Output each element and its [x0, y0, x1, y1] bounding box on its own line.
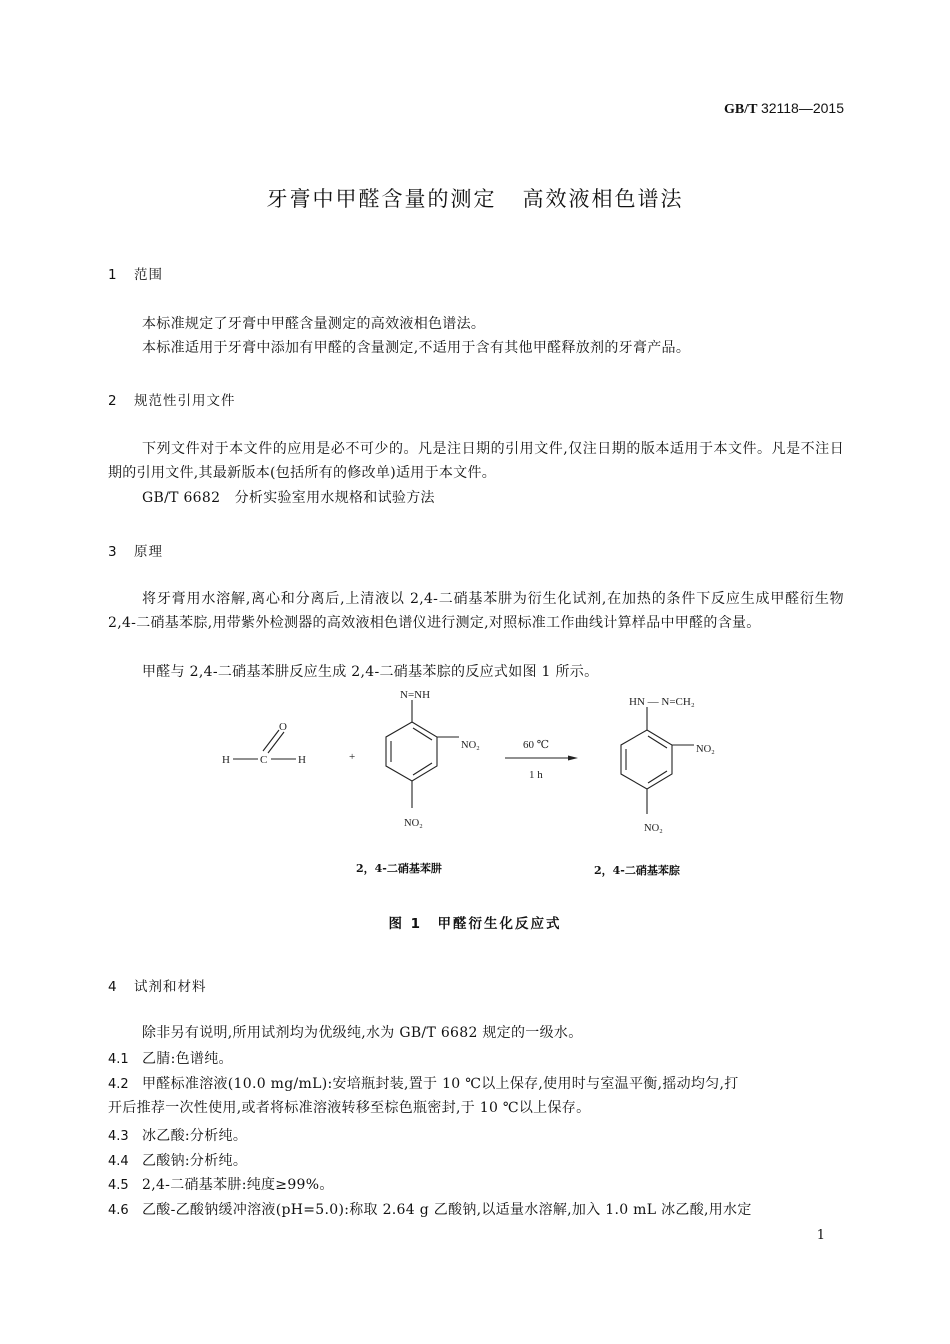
- section-1-heading: 1 范围: [108, 267, 163, 283]
- section-4-intro: 除非另有说明,所用试剂均为优级纯,水为 GB/T 6682 规定的一级水。: [142, 1025, 583, 1041]
- formaldehyde-h-left: H: [222, 754, 230, 766]
- section-3-para-1: 将牙膏用水溶解,离心和分离后,上清液以 2,4-二硝基苯肼为衍生化试剂,在加热的条件下反应生成甲醛衍生物 2,4-二硝基苯腙,用带紫外检测器的高效液相色谱仪进行测定,对照标准工作曲线计算样品中甲醛的含量。: [108, 591, 844, 631]
- section-2-para-1: 下列文件对于本文件的应用是必不可少的。凡是注日期的引用文件,仅注日期的版本适用于本文件。凡是不注日期的引用文件,其最新版本(包括所有的修改单)适用于本文件。: [108, 441, 844, 481]
- item-4-6: 4.6 乙酸-乙酸钠缓冲溶液(pH=5.0):称取 2.64 g 乙酸钠,以适量水溶解,加入 1.0 mL 冰乙酸,用水定: [108, 1202, 752, 1218]
- reaction-scheme-figure: [0, 680, 950, 880]
- product-bottom-nitro: NO₂: [644, 823, 663, 834]
- reagent-side-nitro: NO₂: [461, 740, 480, 751]
- reagent-bottom-nitro: NO₂: [404, 818, 423, 829]
- figure-caption: 图 1 甲醛衍生化反应式: [388, 916, 562, 932]
- item-4-3: 4.3 冰乙酸:分析纯。: [108, 1128, 248, 1144]
- formaldehyde-o: O: [279, 721, 287, 733]
- plus-sign: +: [349, 751, 356, 763]
- item-4-4: 4.4 乙酸钠:分析纯。: [108, 1153, 248, 1169]
- standard-prefix: GB/T: [723, 102, 758, 117]
- reagent-label: 2，4-二硝基苯肼: [356, 862, 442, 875]
- item-4-5: 4.5 2,4-二硝基苯肼:纯度≥99%。: [108, 1177, 334, 1193]
- reagent-top-group: N=NH: [400, 689, 431, 701]
- section-1-para-1: 本标准规定了牙膏中甲醛含量测定的高效液相色谱法。: [142, 316, 486, 332]
- product-top-group: HN — N=CH₂: [629, 696, 695, 708]
- page-number: 1: [816, 1228, 825, 1243]
- title-part1: 牙膏中甲醛含量的测定: [266, 187, 497, 211]
- reaction-time: 1 h: [529, 769, 543, 781]
- item-4-1: 4.1 乙腈:色谱纯。: [108, 1051, 233, 1067]
- section-4-heading: 4 试剂和材料: [108, 979, 207, 995]
- section-3-para-2: 甲醛与 2,4-二硝基苯肼反应生成 2,4-二硝基苯腙的反应式如图 1 所示。: [142, 664, 599, 680]
- formaldehyde-c: C: [260, 754, 268, 766]
- section-3-heading: 3 原理: [108, 544, 163, 560]
- reaction-temperature: 60 ℃: [523, 739, 550, 751]
- product-label: 2，4-二硝基苯腙: [594, 864, 680, 877]
- standard-number: [724, 100, 844, 118]
- title-part2: 高效液相色谱法: [522, 187, 684, 211]
- formaldehyde-h-right: H: [298, 754, 306, 766]
- section-2-heading: 2 规范性引用文件: [108, 393, 236, 409]
- reagent-benzene-ring: [386, 700, 459, 808]
- item-4-2-continuation: 开后推荐一次性使用,或者将标准溶液转移至棕色瓶密封,于 10 ℃以上保存。: [108, 1100, 591, 1116]
- reaction-arrow: [505, 756, 578, 761]
- product-side-nitro: NO₂: [696, 744, 715, 755]
- item-4-2: 4.2 甲醛标准溶液(10.0 mg/mL):安培瓶封装,置于 10 ℃以上保存,使用时与室温平衡,摇动均匀,打: [108, 1076, 739, 1092]
- document-title: [0, 183, 950, 213]
- product-benzene-ring: [621, 707, 694, 814]
- section-2-reference: GB/T 6682 分析实验室用水规格和试验方法: [142, 490, 435, 506]
- standard-code: 32118—2015: [760, 100, 844, 116]
- section-1-para-2: 本标准适用于牙膏中添加有甲醛的含量测定,不适用于含有其他甲醛释放剂的牙膏产品。: [142, 340, 691, 356]
